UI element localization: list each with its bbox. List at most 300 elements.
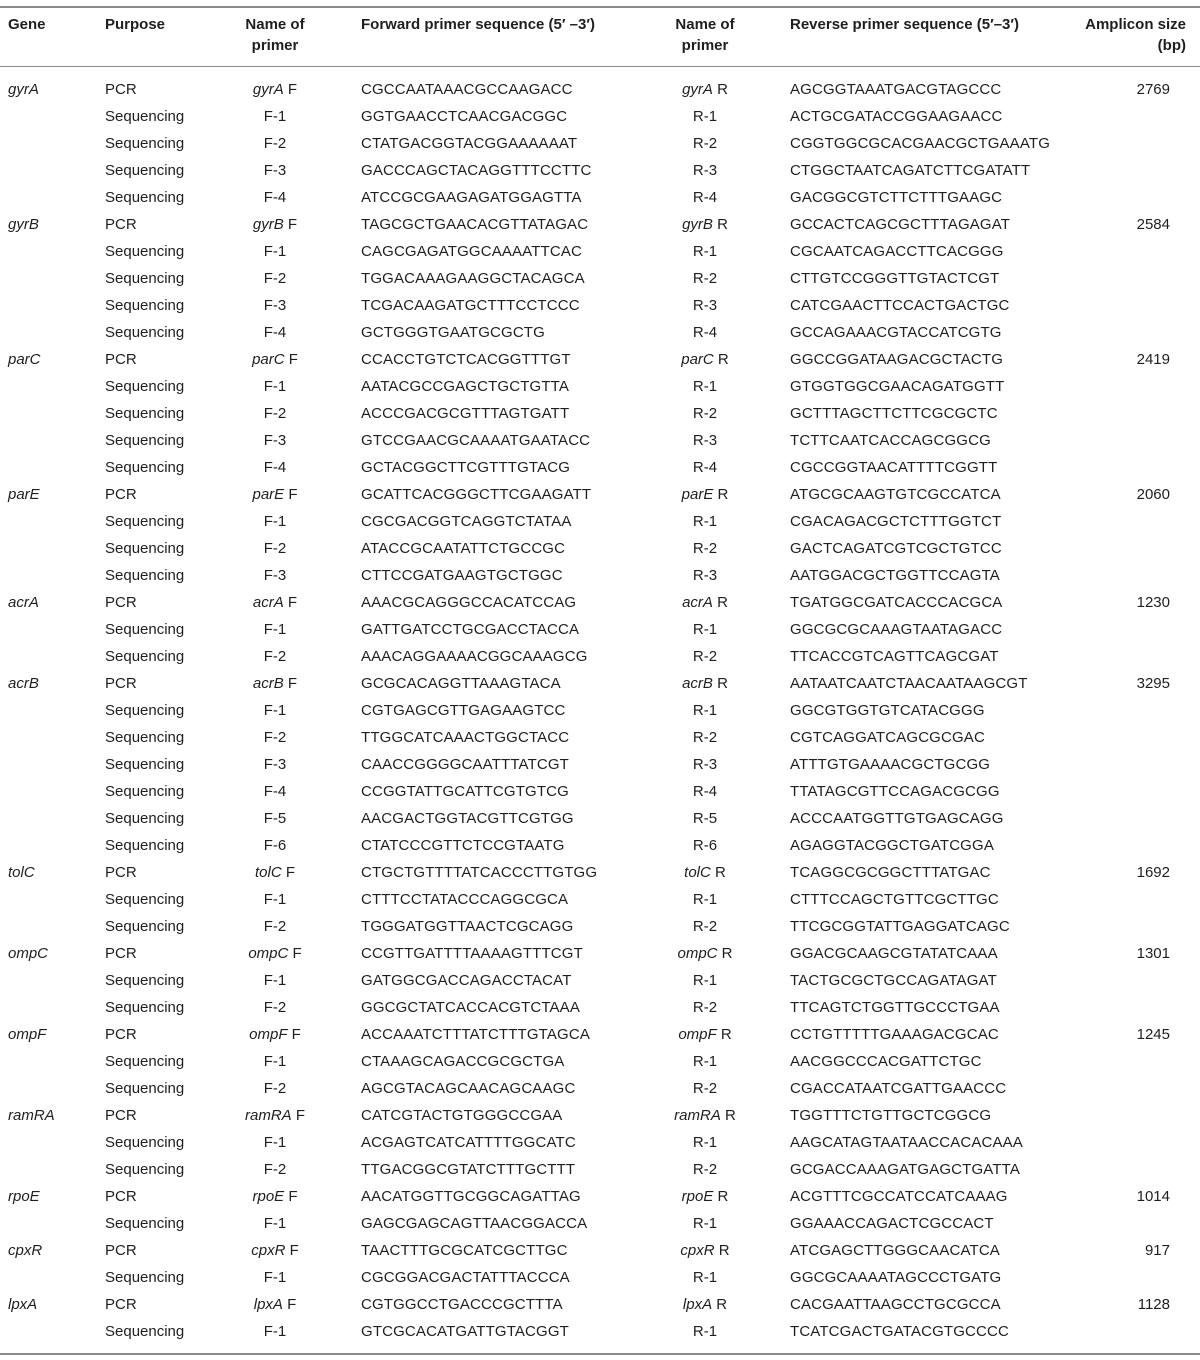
purpose: PCR xyxy=(105,1188,137,1205)
forward-sequence: CGTGGCCTGACCCGCTTTA xyxy=(361,1296,563,1313)
reverse-sequence: ATCGAGCTTGGGCAACATCA xyxy=(790,1242,1000,1259)
forward-primer-gene: parC xyxy=(252,351,285,368)
table-row xyxy=(0,1048,1200,1075)
reverse-sequence: AAGCATAGTAATAACCACACAAA xyxy=(790,1134,1023,1151)
forward-sequence: TAGCGCTGAACACGTTATAGAC xyxy=(361,216,589,233)
table-row xyxy=(0,724,1200,751)
table-row xyxy=(0,481,1200,508)
forward-sequence: TAACTTTGCGCATCGCTTGC xyxy=(361,1242,568,1259)
forward-primer-suffix: F-2 xyxy=(263,999,287,1016)
forward-primer-suffix: F-5 xyxy=(263,810,287,827)
amplicon-size: 2584 xyxy=(1136,216,1170,233)
reverse-sequence: CGACAGACGCTCTTTGGTCT xyxy=(790,513,1002,530)
purpose: Sequencing xyxy=(105,270,185,287)
reverse-primer-suffix: R-2 xyxy=(692,405,718,422)
reverse-primer-suffix: R-3 xyxy=(692,432,718,449)
forward-sequence: GCGCACAGGTTAAAGTACA xyxy=(361,675,561,692)
reverse-primer-suffix: R-3 xyxy=(692,756,718,773)
forward-primer-name xyxy=(190,1021,360,1048)
forward-primer-name xyxy=(190,913,360,940)
reverse-primer-name xyxy=(620,427,790,454)
header-forward-primer-name: Name of primer xyxy=(245,16,305,54)
reverse-sequence: GGCGTGGTGTCATACGGG xyxy=(790,702,985,719)
forward-primer-suffix: F-1 xyxy=(263,891,287,908)
reverse-sequence: AGAGGTACGGCTGATCGGA xyxy=(790,837,994,854)
purpose: PCR xyxy=(105,486,137,503)
reverse-sequence: TCAGGCGCGGCTTTATGAC xyxy=(790,864,991,881)
top-rule xyxy=(0,6,1200,8)
reverse-primer-suffix: R-2 xyxy=(692,270,718,287)
purpose: PCR xyxy=(105,864,137,881)
reverse-sequence: CATCGAACTTCCACTGACTGC xyxy=(790,297,1010,314)
forward-sequence: GTCCGAACGCAAAATGAATACC xyxy=(361,432,591,449)
header-gene: Gene xyxy=(8,16,46,33)
reverse-primer-suffix: R-4 xyxy=(692,783,718,800)
table-row xyxy=(0,319,1200,346)
forward-primer-suffix: F-2 xyxy=(263,270,287,287)
forward-primer-name xyxy=(190,292,360,319)
forward-sequence: CCGGTATTGCATTCGTGTCG xyxy=(361,783,569,800)
header-reverse-primer-name: Name of primer xyxy=(675,16,735,54)
amplicon-size: 2060 xyxy=(1136,486,1170,503)
purpose: PCR xyxy=(105,1242,137,1259)
forward-primer-name xyxy=(190,373,360,400)
reverse-primer-name xyxy=(620,1237,790,1264)
forward-primer-name xyxy=(190,481,360,508)
purpose: Sequencing xyxy=(105,378,185,395)
forward-primer-suffix: F-4 xyxy=(263,783,287,800)
purpose: Sequencing xyxy=(105,189,185,206)
purpose: Sequencing xyxy=(105,972,185,989)
purpose: PCR xyxy=(105,351,137,368)
forward-primer-gene: gyrA xyxy=(252,81,284,98)
reverse-primer-suffix: R xyxy=(710,864,726,881)
reverse-primer-suffix: R-6 xyxy=(692,837,718,854)
reverse-primer-name xyxy=(620,1021,790,1048)
reverse-primer-name xyxy=(620,1048,790,1075)
reverse-primer-suffix: R-1 xyxy=(692,1053,718,1070)
reverse-sequence: GCCAGAAACGTACCATCGTG xyxy=(790,324,1002,341)
reverse-sequence: TTCAGTCTGGTTGCCCTGAA xyxy=(790,999,1000,1016)
purpose: Sequencing xyxy=(105,324,185,341)
reverse-sequence: TTATAGCGTTCCAGACGCGG xyxy=(790,783,1000,800)
gene-name: ompC xyxy=(8,945,49,962)
forward-primer-suffix: F-1 xyxy=(263,513,287,530)
forward-primer-suffix: F-1 xyxy=(263,378,287,395)
table-row xyxy=(0,643,1200,670)
purpose: Sequencing xyxy=(105,783,185,800)
forward-primer-gene: rpoE xyxy=(252,1188,285,1205)
reverse-sequence: CTTTCCAGCTGTTCGCTTGC xyxy=(790,891,999,908)
forward-sequence: CTTTCCTATACCCAGGCGCA xyxy=(361,891,569,908)
purpose: Sequencing xyxy=(105,837,185,854)
table-row xyxy=(0,76,1200,103)
forward-primer-name xyxy=(190,562,360,589)
reverse-sequence: GGCCGGATAAGACGCTACTG xyxy=(790,351,1004,368)
reverse-primer-suffix: R-3 xyxy=(692,567,718,584)
bottom-rule xyxy=(0,1353,1200,1355)
purpose: PCR xyxy=(105,1107,137,1124)
forward-sequence: GTCGCACATGATTGTACGGT xyxy=(361,1323,569,1340)
forward-sequence: CGCGGACGACTATTTACCCA xyxy=(361,1269,570,1286)
gene-name: parE xyxy=(8,486,40,503)
forward-primer-name xyxy=(190,1075,360,1102)
reverse-primer-suffix: R xyxy=(716,1026,732,1043)
table-row xyxy=(0,373,1200,400)
reverse-sequence: CCTGTTTTTGAAAGACGCAC xyxy=(790,1026,999,1043)
amplicon-size: 1692 xyxy=(1136,864,1170,881)
forward-primer-suffix: F-3 xyxy=(263,756,287,773)
forward-primer-name xyxy=(190,535,360,562)
reverse-sequence: ACCCAATGGTTGTGAGCAGG xyxy=(790,810,1004,827)
forward-primer-name xyxy=(190,994,360,1021)
reverse-primer-suffix: R-2 xyxy=(692,999,718,1016)
reverse-primer-suffix: R-1 xyxy=(692,891,718,908)
reverse-primer-name xyxy=(620,76,790,103)
reverse-primer-name xyxy=(620,616,790,643)
amplicon-size: 1245 xyxy=(1136,1026,1170,1043)
purpose: Sequencing xyxy=(105,918,185,935)
purpose: PCR xyxy=(105,1296,137,1313)
header-purpose: Purpose xyxy=(105,16,166,33)
reverse-primer-gene: parE xyxy=(681,486,714,503)
purpose: Sequencing xyxy=(105,540,185,557)
forward-sequence: GATTGATCCTGCGACCTACCA xyxy=(361,621,580,638)
forward-primer-suffix: F-1 xyxy=(263,702,287,719)
reverse-sequence: GCTTTAGCTTCTTCGCGCTC xyxy=(790,405,998,422)
forward-primer-name xyxy=(190,1183,360,1210)
purpose: PCR xyxy=(105,594,137,611)
forward-primer-suffix: F-2 xyxy=(263,135,287,152)
forward-primer-name xyxy=(190,1264,360,1291)
reverse-primer-name xyxy=(620,670,790,697)
forward-primer-suffix: F-6 xyxy=(263,837,287,854)
forward-sequence: AGCGTACAGCAACAGCAAGC xyxy=(361,1080,576,1097)
reverse-sequence: CGCAATCAGACCTTCACGGG xyxy=(790,243,1004,260)
reverse-primer-name xyxy=(620,1183,790,1210)
reverse-primer-name xyxy=(620,535,790,562)
forward-primer-name xyxy=(190,940,360,967)
forward-primer-suffix: F-4 xyxy=(263,189,287,206)
forward-primer-suffix: F xyxy=(281,864,296,881)
forward-sequence: GACCCAGCTACAGGTTTCCTTC xyxy=(361,162,592,179)
table-row xyxy=(0,1156,1200,1183)
gene-name: ompF xyxy=(8,1026,47,1043)
forward-primer-name xyxy=(190,643,360,670)
table-row xyxy=(0,1129,1200,1156)
reverse-primer-name xyxy=(620,184,790,211)
reverse-primer-name xyxy=(620,589,790,616)
forward-primer-suffix: F-1 xyxy=(263,108,287,125)
reverse-primer-gene: gyrB xyxy=(682,216,713,233)
purpose: PCR xyxy=(105,1026,137,1043)
reverse-sequence: ACTGCGATACCGGAAGAACC xyxy=(790,108,1003,125)
header-reverse-sequence: Reverse primer sequence (5′–3′) xyxy=(790,16,1019,33)
reverse-primer-suffix: R xyxy=(717,945,733,962)
reverse-sequence: GGACGCAAGCGTATATCAAA xyxy=(790,945,998,962)
purpose: Sequencing xyxy=(105,513,185,530)
forward-sequence: ATACCGCAATATTCTGCCGC xyxy=(361,540,566,557)
reverse-sequence: GGCGCAAAATAGCCCTGATG xyxy=(790,1269,1002,1286)
forward-primer-name xyxy=(190,184,360,211)
gene-name: rpoE xyxy=(8,1188,40,1205)
forward-primer-name xyxy=(190,211,360,238)
table-row xyxy=(0,562,1200,589)
reverse-sequence: TTCACCGTCAGTTCAGCGAT xyxy=(790,648,999,665)
reverse-sequence: ACGTTTCGCCATCCATCAAAG xyxy=(790,1188,1008,1205)
purpose: Sequencing xyxy=(105,459,185,476)
forward-primer-name xyxy=(190,859,360,886)
table-row xyxy=(0,805,1200,832)
table-row xyxy=(0,1291,1200,1318)
reverse-primer-name xyxy=(620,643,790,670)
purpose: Sequencing xyxy=(105,162,185,179)
purpose: Sequencing xyxy=(105,567,185,584)
table-row xyxy=(0,967,1200,994)
forward-primer-name xyxy=(190,319,360,346)
forward-primer-name xyxy=(190,886,360,913)
forward-sequence: TGGGATGGTTAACTCGCAGG xyxy=(361,918,574,935)
reverse-primer-suffix: R-1 xyxy=(692,243,718,260)
reverse-primer-suffix: R-1 xyxy=(692,702,718,719)
reverse-primer-gene: parC xyxy=(681,351,714,368)
reverse-primer-name xyxy=(620,373,790,400)
reverse-primer-suffix: R xyxy=(712,675,728,692)
reverse-primer-suffix: R-1 xyxy=(692,972,718,989)
reverse-primer-suffix: R xyxy=(713,1188,729,1205)
table-row xyxy=(0,940,1200,967)
table-row xyxy=(0,670,1200,697)
forward-primer-name xyxy=(190,400,360,427)
purpose: PCR xyxy=(105,81,137,98)
reverse-primer-suffix: R xyxy=(712,594,728,611)
reverse-primer-name xyxy=(620,1318,790,1345)
forward-sequence: GGCGCTATCACCACGTCTAAA xyxy=(361,999,580,1016)
reverse-primer-suffix: R-2 xyxy=(692,1161,718,1178)
table-row xyxy=(0,292,1200,319)
forward-primer-suffix: F xyxy=(282,1296,297,1313)
reverse-primer-name xyxy=(620,940,790,967)
reverse-primer-name xyxy=(620,103,790,130)
table-row xyxy=(0,1237,1200,1264)
table-row xyxy=(0,1318,1200,1345)
forward-sequence: AAACAGGAAAACGGCAAAGCG xyxy=(361,648,588,665)
forward-sequence: GGTGAACCTCAACGACGGC xyxy=(361,108,568,125)
forward-primer-gene: acrA xyxy=(252,594,284,611)
reverse-primer-suffix: R xyxy=(720,1107,736,1124)
forward-primer-suffix: F xyxy=(291,1107,305,1124)
forward-primer-name xyxy=(190,1237,360,1264)
table-row xyxy=(0,265,1200,292)
forward-sequence: AACATGGTTGCGGCAGATTAG xyxy=(361,1188,581,1205)
reverse-primer-name xyxy=(620,832,790,859)
reverse-primer-name xyxy=(620,1129,790,1156)
reverse-primer-suffix: R-2 xyxy=(692,918,718,935)
reverse-sequence: TACTGCGCTGCCAGATAGAT xyxy=(790,972,997,989)
purpose: PCR xyxy=(105,945,137,962)
table-row xyxy=(0,778,1200,805)
table-row xyxy=(0,1102,1200,1129)
reverse-primer-gene: gyrA xyxy=(682,81,713,98)
table-row xyxy=(0,832,1200,859)
reverse-primer-suffix: R-2 xyxy=(692,135,718,152)
table-row xyxy=(0,859,1200,886)
reverse-primer-suffix: R xyxy=(713,486,729,503)
reverse-primer-suffix: R xyxy=(714,1242,730,1259)
forward-sequence: CGCCAATAAACGCCAAGACC xyxy=(361,81,573,98)
forward-primer-name xyxy=(190,1318,360,1345)
reverse-sequence: TCTTCAATCACCAGCGGCG xyxy=(790,432,991,449)
forward-primer-name xyxy=(190,76,360,103)
amplicon-size: 2419 xyxy=(1136,351,1170,368)
reverse-sequence: CGCCGGTAACATTTTCGGTT xyxy=(790,459,998,476)
forward-primer-suffix: F-3 xyxy=(263,432,287,449)
reverse-primer-name xyxy=(620,805,790,832)
purpose: Sequencing xyxy=(105,1323,185,1340)
amplicon-size: 1301 xyxy=(1136,945,1170,962)
reverse-sequence: TCATCGACTGATACGTGCCCC xyxy=(790,1323,1009,1340)
gene-name: gyrB xyxy=(8,216,39,233)
table-row xyxy=(0,454,1200,481)
reverse-primer-name xyxy=(620,886,790,913)
purpose: Sequencing xyxy=(105,648,185,665)
reverse-primer-gene: lpxA xyxy=(682,1296,713,1313)
reverse-primer-suffix: R-3 xyxy=(692,162,718,179)
table-row xyxy=(0,994,1200,1021)
reverse-sequence: AATAATCAATCTAACAATAAGCGT xyxy=(790,675,1028,692)
forward-primer-name xyxy=(190,724,360,751)
reverse-primer-suffix: R-1 xyxy=(692,621,718,638)
forward-primer-name xyxy=(190,454,360,481)
reverse-primer-suffix: R-1 xyxy=(692,1323,718,1340)
forward-primer-suffix: F xyxy=(284,351,298,368)
purpose: Sequencing xyxy=(105,1215,185,1232)
forward-primer-gene: cpxR xyxy=(251,1242,286,1259)
purpose: Sequencing xyxy=(105,729,185,746)
purpose: Sequencing xyxy=(105,810,185,827)
forward-primer-suffix: F-2 xyxy=(263,648,287,665)
reverse-sequence: TGGTTTCTGTTGCTCGGCG xyxy=(790,1107,992,1124)
forward-primer-suffix: F-2 xyxy=(263,729,287,746)
header-rule xyxy=(0,66,1200,67)
reverse-primer-suffix: R-2 xyxy=(692,729,718,746)
forward-sequence: ATCCGCGAAGAGATGGAGTTA xyxy=(361,189,582,206)
reverse-primer-gene: ramRA xyxy=(674,1107,721,1124)
forward-sequence: CTGCTGTTTTATCACCCTTGTGG xyxy=(361,864,598,881)
forward-primer-suffix: F-1 xyxy=(263,1323,287,1340)
forward-sequence: CTATGACGGTACGGAAAAAAT xyxy=(361,135,578,152)
forward-primer-suffix: F xyxy=(283,81,298,98)
table-row xyxy=(0,130,1200,157)
forward-primer-name xyxy=(190,157,360,184)
forward-primer-name xyxy=(190,832,360,859)
forward-primer-name xyxy=(190,238,360,265)
reverse-sequence: ATTTGTGAAAACGCTGCGG xyxy=(790,756,991,773)
forward-primer-name xyxy=(190,1129,360,1156)
forward-sequence: TTGACGGCGTATCTTTGCTTT xyxy=(361,1161,576,1178)
forward-sequence: GATGGCGACCAGACCTACAT xyxy=(361,972,572,989)
forward-primer-name xyxy=(190,1291,360,1318)
forward-primer-name xyxy=(190,751,360,778)
amplicon-size: 3295 xyxy=(1136,675,1170,692)
reverse-sequence: TTCGCGGTATTGAGGATCAGC xyxy=(790,918,1010,935)
forward-sequence: CAACCGGGGCAATTTATCGT xyxy=(361,756,569,773)
purpose: Sequencing xyxy=(105,243,185,260)
table-row xyxy=(0,211,1200,238)
purpose: Sequencing xyxy=(105,621,185,638)
forward-primer-name xyxy=(190,778,360,805)
reverse-primer-name xyxy=(620,562,790,589)
table-row xyxy=(0,400,1200,427)
forward-primer-name xyxy=(190,1048,360,1075)
reverse-primer-name xyxy=(620,157,790,184)
reverse-primer-name xyxy=(620,1291,790,1318)
purpose: Sequencing xyxy=(105,1161,185,1178)
forward-sequence: AATACGCCGAGCTGCTGTTA xyxy=(361,378,569,395)
purpose: Sequencing xyxy=(105,432,185,449)
forward-sequence: CCGTTGATTTTAAAAGTTTCGT xyxy=(361,945,583,962)
reverse-primer-suffix: R-1 xyxy=(692,378,718,395)
reverse-primer-name xyxy=(620,724,790,751)
gene-name: acrB xyxy=(8,675,39,692)
table-row xyxy=(0,751,1200,778)
reverse-sequence: AATGGACGCTGGTTCCAGTA xyxy=(790,567,1000,584)
forward-primer-suffix: F-1 xyxy=(263,1269,287,1286)
reverse-sequence: GACGGCGTCTTCTTTGAAGC xyxy=(790,189,1003,206)
forward-sequence: GCTGGGTGAATGCGCTG xyxy=(361,324,545,341)
reverse-primer-suffix: R-3 xyxy=(692,297,718,314)
reverse-sequence: CGACCATAATCGATTGAACCC xyxy=(790,1080,1007,1097)
reverse-primer-suffix: R-1 xyxy=(692,1215,718,1232)
forward-primer-gene: ompC xyxy=(248,945,289,962)
amplicon-size: 2769 xyxy=(1136,81,1170,98)
forward-primer-name xyxy=(190,130,360,157)
forward-primer-suffix: F xyxy=(283,594,298,611)
reverse-primer-name xyxy=(620,292,790,319)
reverse-primer-gene: acrA xyxy=(682,594,713,611)
forward-primer-suffix: F-1 xyxy=(263,1053,287,1070)
forward-sequence: CCACCTGTCTCACGGTTTGT xyxy=(361,351,571,368)
forward-primer-suffix: F-2 xyxy=(263,918,287,935)
reverse-primer-suffix: R-2 xyxy=(692,648,718,665)
forward-sequence: CGTGAGCGTTGAGAAGTCC xyxy=(361,702,566,719)
reverse-primer-name xyxy=(620,130,790,157)
gene-name: lpxA xyxy=(8,1296,38,1313)
table-row xyxy=(0,1021,1200,1048)
reverse-primer-name xyxy=(620,697,790,724)
reverse-primer-name xyxy=(620,778,790,805)
reverse-primer-name xyxy=(620,346,790,373)
amplicon-size: 917 xyxy=(1144,1242,1170,1259)
reverse-primer-name xyxy=(620,400,790,427)
purpose: Sequencing xyxy=(105,1269,185,1286)
forward-sequence: TCGACAAGATGCTTTCCTCCC xyxy=(361,297,580,314)
reverse-primer-name xyxy=(620,1210,790,1237)
forward-primer-name xyxy=(190,1102,360,1129)
table-row xyxy=(0,346,1200,373)
forward-primer-gene: lpxA xyxy=(253,1296,283,1313)
purpose: Sequencing xyxy=(105,702,185,719)
amplicon-size: 1128 xyxy=(1137,1296,1170,1313)
forward-sequence: TTGGCATCAAACTGGCTACC xyxy=(361,729,570,746)
forward-primer-suffix: F xyxy=(283,216,298,233)
forward-sequence: CAGCGAGATGGCAAAATTCAC xyxy=(361,243,582,260)
forward-primer-suffix: F xyxy=(284,1188,298,1205)
reverse-primer-name xyxy=(620,1102,790,1129)
reverse-sequence: AACGGCCCACGATTCTGC xyxy=(790,1053,982,1070)
forward-sequence: TGGACAAAGAAGGCTACAGCA xyxy=(361,270,585,287)
gene-name: ramRA xyxy=(8,1107,55,1124)
